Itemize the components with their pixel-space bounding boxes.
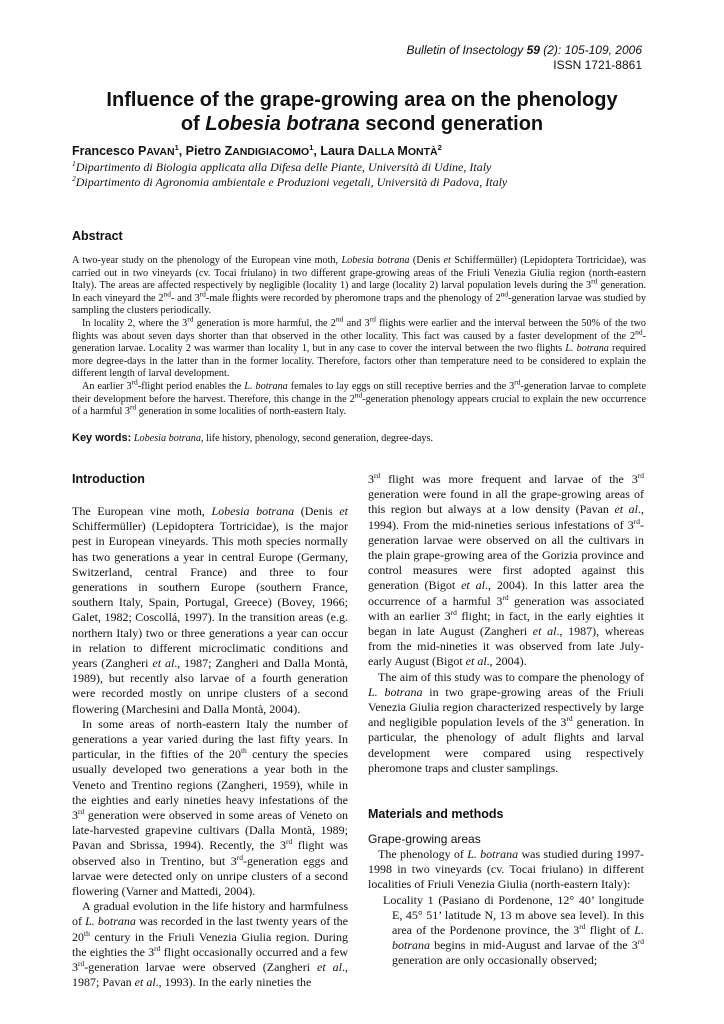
keywords-label: Key words: — [72, 432, 132, 444]
paper-title — [60, 88, 664, 136]
title-line-2: of Lobesia botrana second generation — [180, 113, 544, 135]
affiliation-2: $^2$Dipartimento di Agronomia ambientale e Produzioni vegetali, Università di Padova, Italy — [72, 174, 508, 189]
section-heading-introduction: Introduction — [72, 472, 145, 486]
section-heading-methods: Materials and methods — [368, 807, 504, 822]
journal-citation: Bulletin of Insectology 59 (2): 105-109, 2006 — [406, 43, 642, 57]
keywords: Key words: Lobesia botrana, life history, phenology, second generation, degree-days. — [72, 432, 433, 444]
abstract-paragraph: A two-year study on the phenology of the European vine moth, Lobesia botrana (Denis et Schiffermüller) (Lepidoptera Tortricidae), was carried out in two vineyards (cv. Tocai friulano) in two different grape-growing areas of the Friuli Venezia Giulia region (north-eastern Italy). The areas are affected respectively by negligible (locality 1) and large (locality 2) larval population levels during the 3rd generation. In each vineyard the 2nd- and 3rd-male flights were recorded by pheromone traps and the phenology of 2nd-generation larvae was studied by sampling the clusters periodically. — [72, 255, 647, 317]
affiliations — [72, 160, 672, 190]
body-paragraph: The aim of this study was to compare the phenology of L. botrana in two grape-growing areas of the Friuli Venezia Giulia region characterized respectively by large and negligible population levels of the 3rd generation. In particular, the phenology of adult flights and larval development were compared using respectively pheromone traps and cluster samplings. — [368, 669, 644, 775]
author-list: Francesco PAVAN$^1$, Pietro ZANDIGIACOMO$^1$, Laura DALLA MONTÀ$^2$ — [72, 142, 442, 158]
journal-header — [222, 43, 642, 73]
abstract-paragraph: In locality 2, where the 3rd generation is more harmful, the 2nd and 3rd flights were earlier and the interval between the 50% of the two flights was about seven days shorter than that observed in the other locality. This fact was caused by a faster development of the 2nd-generation larvae. Locality 2 was warmer than locality 1, but in any case to cover the interval between the two flights L. botrana required more degree-days in the latter than in the former locality. Therefore, factors other than temperature need to be considered to explain the different length of larval development. — [72, 314, 646, 380]
body-paragraph: In some areas of north-eastern Italy the number of generations a year varied during the last fifty years. In particular, in the fifties of the 20th century the species usually developed two generations a year both in the Veneto and Trentino regions (Zangheri, 1959), while in the eighties and early nineties heavy infestations of the 3rd generation were observed in some areas of Veneto on late-harvested grapevine cultivars (Dalla Montà, 1989; Pavan and Sbrissa, 1994). Recently, the 3rd flight was observed also in Trentino, but 3rd-generation eggs and larvae were detected only on unripe clusters of a second flowering (Varner and Mattedi, 2004). — [72, 716, 348, 899]
affiliation-1: $^1$Dipartimento di Biologia applicata alla Difesa delle Piante, Università di Udine, Italy — [72, 159, 492, 174]
issn: ISSN 1721-8861 — [553, 58, 642, 72]
subsection-heading: Grape-growing areas — [368, 832, 481, 847]
title-line-1: Influence of the grape-growing area on the phenology — [106, 89, 618, 111]
abstract-heading: Abstract — [72, 229, 123, 243]
body-paragraph: The phenology of L. botrana was studied during 1997-1998 in two vineyards (cv. Tocai friulano) in different localities of Friuli Venezia Giulia (north-eastern Italy): — [368, 847, 645, 892]
body-paragraph: 3rd flight was more frequent and larvae of the 3rd generation were found in all the grape-growing areas of this region but always at a low density (Pavan et al., 1994). From the mid-nineties serious infestations of 3rd-generation larvae were observed on all the cultivars in the plain grape-growing area of the Gorizia province and control measures were first adopted against this generation (Bigot et al., 2004). In this latter area the occurrence of a harmful 3rd generation was associated with an earlier 3rd flight; in fact, in the early eighties it began in late August (Zangheri et al., 1987), whereas from the mid-nineties it was observed from late July-early August (Bigot et al., 2004). — [368, 471, 645, 669]
column-right — [368, 472, 644, 969]
column-left — [72, 472, 348, 991]
body-paragraph: The European vine moth, Lobesia botrana (Denis et Schiffermüller) (Lepidoptera Tortricidae), is the major pest in European vineyards. This moth species normally has two generations a year in central Europe (Germany, Switzerland, central France) and three to four generations in southern Europe (southern France, southern Italy, Spain, Portugal, Greece) (Bovey, 1966; Galet, 1982; Coscollá, 1997). In the transition areas (e.g. northern Italy) two or three generations a year can occur in relation to different microclimatic conditions and years (Zangheri et al., 1987; Zangheri and Dalla Montà, 1989), but recently also larvae of a fourth generation were recorded mostly on unripe clusters of a second flowering (Marchesini and Dalla Montà, 2004). — [72, 504, 348, 716]
abstract-body — [72, 255, 646, 419]
body-paragraph: A gradual evolution in the life history and harmfulness of L. botrana was recorded in the last twenty years of the 20th century in the Friuli Venezia Giulia region. During the eighties the 3rd flight occasionally occurred and a few 3rd-generation larvae were observed (Zangheri et al., 1987; Pavan et al., 1993). In the early nineties the — [72, 899, 349, 990]
abstract-paragraph: An earlier 3rd-flight period enables the L. botrana females to lay eggs on still receptive berries and the 3rd-generation larvae to complete their development before the harvest. Therefore, this change in the 2nd-generation phenology appears crucial to explain the new occurrence of a harmful 3rd generation in some localities of north-eastern Italy. — [72, 377, 647, 418]
locality-item: Locality 1 (Pasiano di Pordenone, 12° 40’ longitude E, 45° 51’ latitude N, 13 m above sea level). In this area of the Pordenone province, the 3rd flight of L. botrana begins in mid-August and larvae of the 3rd generation are only occasionally observed; — [383, 892, 644, 968]
